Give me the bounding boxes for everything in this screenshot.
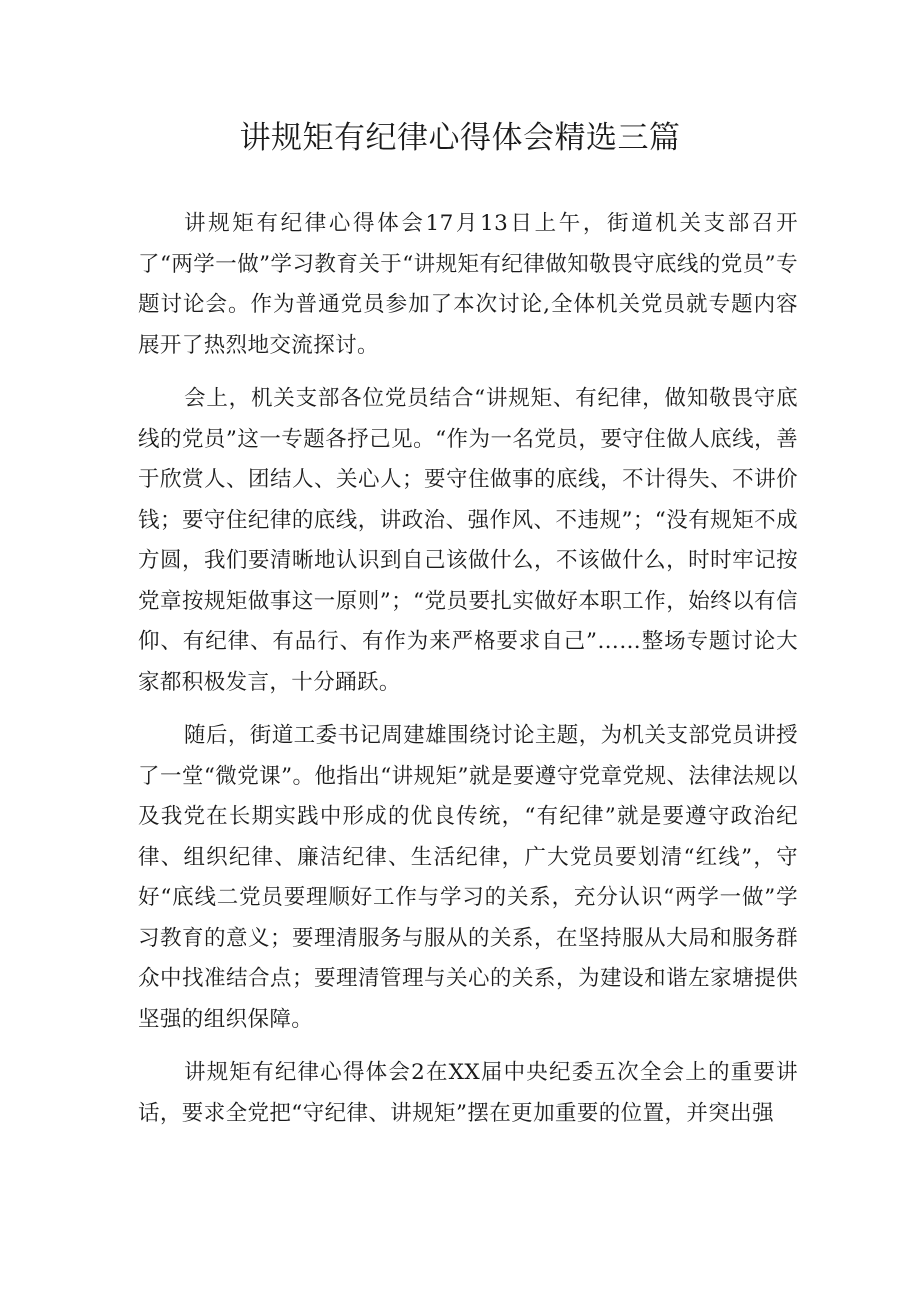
document-title: 讲规矩有纪律心得体会精选三篇 (239, 120, 681, 156)
document-body (138, 204, 798, 1147)
paragraph-1: 讲规矩有纪律心得体会17月13日上午，街道机关支部召开了“两学一做”学习教育关于“讲规矩有纪律做知敬畏守底线的党员”专题讨论会。作为普通党员参加了本次讨论,全体机关党员就专题内容展开了热烈地交流探讨。 (138, 211, 798, 358)
paragraph-2: 会上，机关支部各位党员结合“讲规矩、有纪律，做知敬畏守底线的党员”这一专题各抒己见。“作为一名党员，要守住做人底线，善于欣赏人、团结人、关心人；要守住做事的底线，不计得失、不讲价钱；要守住纪律的底线，讲政治、强作风、不违规”；“没有规矩不成方圆，我们要清晰地认识到自己该做什么，不该做什么，时时牢记按党章按规矩做事这一原则”；“党员要扎实做好本职工作，始终以有信仰、有纪律、有品行、有作为来严格要求自己”……整场专题讨论大家都积极发言，十分踊跃。 (138, 386, 798, 695)
paragraph-4: 讲规矩有纪律心得体会2在XX届中央纪委五次全会上的重要讲话，要求全党把“守纪律、讲规矩”摆在更加重要的位置，并突出强 (138, 1060, 798, 1126)
paragraph-3: 随后，街道工委书记周建雄围绕讨论主题，为机关支部党员讲授了一堂“微党课”。他指出“讲规矩”就是要遵守党章党规、法律法规以及我党在长期实践中形成的优良传统，“有纪律”就是要遵守政治纪律、组织纪律、廉洁纪律、生活纪律，广大党员要划清“红线”，守好“底线二党员要理顺好工作与学习的关系，充分认识“两学一做”学习教育的意义；要理清服务与服从的关系，在坚持服从大局和服务群众中找准结合点；要理清管理与关心的关系，为建设和谐左家塘提供坚强的组织保障。 (138, 723, 798, 1032)
